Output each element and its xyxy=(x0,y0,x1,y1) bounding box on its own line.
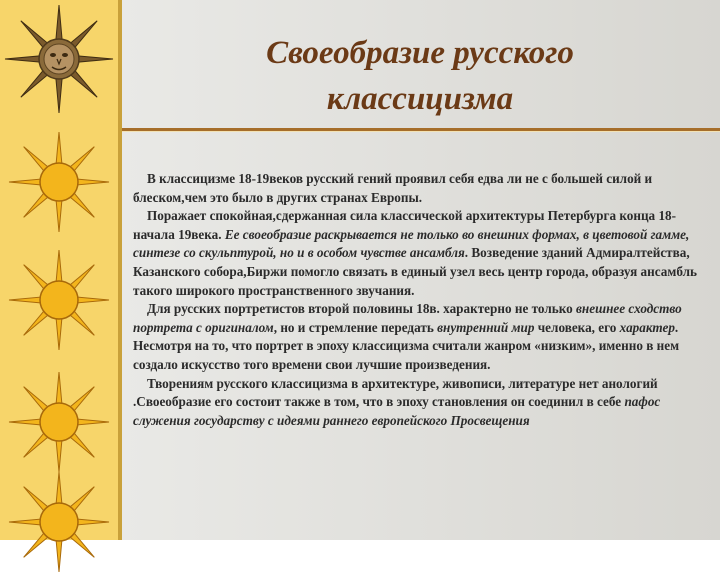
paragraph xyxy=(133,300,711,374)
title-line-1: Своеобразие русского xyxy=(266,35,574,71)
sun-ray xyxy=(56,197,62,232)
paragraph xyxy=(133,375,711,431)
sun-ray xyxy=(9,419,44,425)
sun-ray xyxy=(9,519,44,525)
emphasized-text: Ее своеобразие раскрывается не только во внешних формах, в цветовой гамме, синтезе со скульптурой, но и в особом чувстве ансамбля xyxy=(133,226,690,261)
sun-ray xyxy=(74,519,109,525)
slide-title xyxy=(135,30,705,122)
sun-ray xyxy=(56,132,62,167)
text-run: Для русских портретистов второй половины 18в. характерно не только xyxy=(147,301,577,317)
emphasized-text: внутренний мир xyxy=(437,319,535,335)
text-run: Творениям русского классицизма в архитектуре, живописи, литературе нет анологий .Своеобразие его состоит также в том, что в эпоху становления он соединил в себе xyxy=(133,375,658,410)
text-run: , но и стремление передать xyxy=(273,319,438,335)
text-run: . Несмотря на то, что портрет в эпоху классицизма считали жанром «низким», именно в нем создало искусство того времени свои лучшие произведения. xyxy=(133,319,680,372)
sun-ray xyxy=(74,419,109,425)
sun-ray xyxy=(56,537,62,572)
sun-icon xyxy=(7,470,111,574)
sun-icon xyxy=(7,370,111,474)
sun-ray xyxy=(5,56,43,63)
title-divider-highlight xyxy=(122,131,720,132)
sun-ray xyxy=(74,297,109,303)
sun-ray xyxy=(56,372,62,407)
sun-ray xyxy=(9,179,44,185)
text-run: человека, его xyxy=(534,319,620,335)
sun-ray xyxy=(56,437,62,472)
text-run: Поражает спокойная,сдержанная сила классической архитектуры Петербурга конца 18-начала 19века. xyxy=(133,208,677,242)
sun-ray xyxy=(9,297,44,303)
sun-ray xyxy=(74,179,109,185)
sun-ray xyxy=(56,250,62,285)
sun-face-icon xyxy=(3,3,115,115)
paragraph xyxy=(133,170,711,207)
emphasized-text: внешнее сходство портрета с оригиналом xyxy=(133,301,682,335)
sun-ray xyxy=(56,75,63,113)
sun-ray xyxy=(56,472,62,507)
text-run: В классицизме 18-19веков русский гений проявил себя едва ли не с большей силой и блеском,чем это было в других странах Европы. xyxy=(133,171,653,205)
emphasized-text: пафос служения государству с идеями раннего европейского Просвещения xyxy=(133,394,661,428)
sun-icon xyxy=(7,130,111,234)
sun-ray xyxy=(56,5,63,43)
body-text xyxy=(133,170,711,430)
sun-ray xyxy=(56,315,62,350)
emphasized-text: характер xyxy=(619,319,675,335)
sun-ray xyxy=(75,56,113,63)
text-run: . Возведение зданий Адмиралтейства, Казанского собора,Биржи помогло связать в единый узел весь центр города, образуя ансамбль такого широкого пространственного звучания. xyxy=(133,245,697,298)
sun-icon xyxy=(7,248,111,352)
title-line-2: классицизма xyxy=(326,81,514,117)
paragraph xyxy=(133,207,711,300)
